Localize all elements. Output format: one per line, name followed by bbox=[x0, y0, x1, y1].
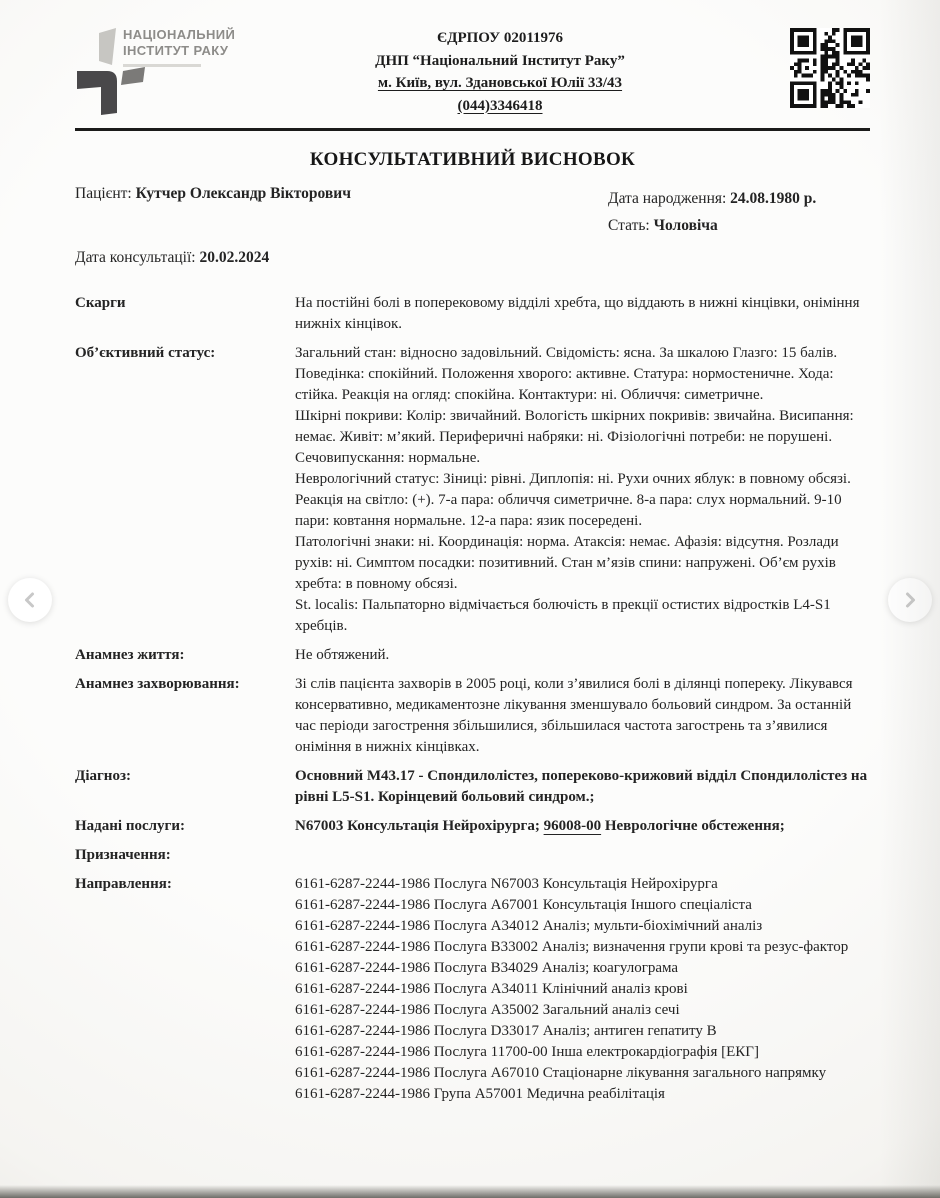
phone-line: (044)3346418 bbox=[457, 97, 543, 114]
page-title: КОНСУЛЬТАТИВНИЙ ВИСНОВОК bbox=[309, 149, 636, 170]
section-label: Скарги bbox=[75, 295, 126, 312]
referral-item: 6161-6287-2244-1986 Послуга 11700-00 Інша електрокардіографія [ЕКГ] bbox=[295, 1044, 759, 1061]
birth-date-line bbox=[608, 185, 870, 212]
objective-paragraph: St. localis: Пальпаторно відмічається болючість в прекції остистих відростків L4-S1 хребців. bbox=[295, 597, 831, 635]
section-label: Надані послуги: bbox=[75, 818, 185, 835]
referral-item: 6161-6287-2244-1986 Послуга N67003 Консультація Нейрохірурга bbox=[295, 876, 718, 893]
referral-item: 6161-6287-2244-1986 Група A57001 Медична реабілітація bbox=[295, 1086, 665, 1103]
referral-item: 6161-6287-2244-1986 Послуга A34012 Аналіз; мульти-біохімічний аналіз bbox=[295, 918, 763, 935]
sex-label: Стать: bbox=[608, 217, 654, 235]
referral-item: 6161-6287-2244-1986 Послуга A35002 Загальний аналіз сечі bbox=[295, 1002, 680, 1019]
objective-paragraph: Неврологічний статус: Зіниці: рівні. Диплопія: ні. Рухи очних яблук: в повному обсязі. Реакція на світло: (+). 7-а пара: обличчя симетричне. 8-а пара: слух нормальний. 9-10 пари: ковтання нормальне. 12-а пара: язик посередені. bbox=[295, 471, 851, 530]
chevron-left-icon bbox=[20, 590, 40, 610]
institute-logo bbox=[75, 25, 250, 120]
patient-label: Пацієнт: bbox=[75, 185, 136, 202]
referral-item: 6161-6287-2244-1986 Послуга A34011 Клінічний аналіз крові bbox=[295, 981, 688, 998]
document-header bbox=[75, 25, 870, 120]
consultation-date-label: Дата консультації: bbox=[75, 249, 200, 267]
section-anamnesis-life bbox=[75, 645, 870, 666]
services-code-underlined: 96008-00 bbox=[543, 818, 602, 835]
prev-image-button[interactable] bbox=[8, 578, 52, 622]
patient-name-line bbox=[75, 185, 351, 239]
institute-logo-text bbox=[123, 27, 235, 67]
consultation-date-value: 20.02.2024 bbox=[199, 249, 270, 267]
services-part2: Неврологічне обстеження; bbox=[601, 818, 785, 835]
section-content bbox=[295, 845, 870, 866]
next-image-button[interactable] bbox=[888, 578, 932, 622]
patient-name: Кутчер Олександр Вікторович bbox=[135, 185, 351, 202]
section-content: Зі слів пацієнта захворів в 2005 році, коли з’явилися болі в ділянці попереку. Лікувався консервативно, медикаментозне лікування зменшувало больовий синдром. За останній час періоди загострення збільшилися, збільшилася частота загострень та з’явилися оніміння в нижніх кінцівках. bbox=[295, 676, 853, 756]
birth-date-label: Дата народження: bbox=[608, 190, 731, 207]
objective-paragraph: Шкірні покриви: Колір: звичайний. Вологість шкірних покривів: звичайна. Висипання: немає. Живіт: м’який. Периферичні набряки: ні. Фізіологічні потреби: не порушені. Сечовипускання: нормальне. bbox=[295, 408, 854, 467]
logo-line2: ІНСТИТУТ РАКУ bbox=[123, 43, 229, 59]
section-anamnesis-disease bbox=[75, 674, 870, 758]
referral-item: 6161-6287-2244-1986 Послуга A67001 Консультація Іншого спеціаліста bbox=[295, 897, 752, 914]
section-prescriptions bbox=[75, 845, 870, 866]
patient-info-row bbox=[75, 185, 870, 239]
consultation-date-line bbox=[75, 249, 870, 267]
referral-item: 6161-6287-2244-1986 Послуга B34029 Аналіз; коагулограма bbox=[295, 960, 679, 977]
chevron-right-icon bbox=[900, 590, 920, 610]
section-content bbox=[295, 343, 870, 637]
sex-value: Чоловіча bbox=[653, 217, 718, 235]
referral-item: 6161-6287-2244-1986 Послуга D33017 Аналіз; антиген гепатиту B bbox=[295, 1023, 717, 1040]
logo-line1: НАЦІОНАЛЬНИЙ bbox=[123, 27, 236, 42]
section-content: Не обтяжений. bbox=[295, 647, 390, 664]
patient-demographics bbox=[608, 185, 870, 239]
logo-tagline-placeholder bbox=[123, 64, 201, 67]
section-content: Основний M43.17 - Спондилолістез, попереково-крижовий відділ Спондилолістез на рівні L5-S1. Корінцевий больовий синдром.; bbox=[295, 768, 868, 806]
document-body bbox=[75, 293, 870, 1105]
services-part1: N67003 Консультація Нейрохірурга; bbox=[295, 818, 544, 835]
section-label: Діагноз: bbox=[75, 768, 131, 785]
objective-paragraph: Загальний стан: відносно задовільний. Свідомість: ясна. За шкалою Глазго: 15 балів. Поведінка: спокійний. Положення хворого: активне. Статура: нормостеничне. Хода: стійка. Реакція на огляд: спокійна. Контактури: ні. Обличчя: симетричне. bbox=[295, 345, 838, 404]
sex-line bbox=[608, 212, 870, 239]
address-line: м. Київ, вул. Здановської Юлії 33/43 bbox=[377, 75, 623, 91]
referral-list bbox=[295, 874, 870, 1105]
referral-item: 6161-6287-2244-1986 Послуга B33002 Аналіз; визначення групи крові та резус-фактор bbox=[295, 939, 849, 956]
qr-code bbox=[790, 28, 870, 108]
section-label: Призначення: bbox=[75, 847, 171, 864]
section-objective-status bbox=[75, 343, 870, 637]
referral-item: 6161-6287-2244-1986 Послуга A67010 Стаціонарне лікування загального напрямку bbox=[295, 1065, 827, 1082]
section-services bbox=[75, 816, 870, 837]
section-label: Анамнез життя: bbox=[75, 647, 185, 664]
section-diagnosis bbox=[75, 766, 870, 808]
section-complaints bbox=[75, 293, 870, 335]
photo-bottom-edge bbox=[0, 1185, 940, 1198]
institution-details bbox=[250, 25, 750, 117]
section-label: Анамнез захворювання: bbox=[75, 676, 240, 693]
section-referrals bbox=[75, 874, 870, 1105]
objective-paragraph: Патологічні знаки: ні. Координація: норма. Атаксія: немає. Афазія: відсутня. Розлади рухів: ні. Симптом посадки: позитивний. Стан м’язів спини: напружені. Об’єм рухів хребта: в повному обсязі. bbox=[295, 534, 839, 593]
birth-date-value: 24.08.1980 р. bbox=[730, 190, 817, 207]
section-label: Об’єктивний статус: bbox=[75, 345, 216, 362]
section-content: На постійні болі в поперековому відділі хребта, що віддають в нижні кінцівки, оніміння нижніх кінцівок. bbox=[295, 295, 860, 333]
edrpou-line: ЄДРПОУ 02011976 bbox=[436, 30, 564, 46]
section-content bbox=[295, 816, 870, 837]
header-divider bbox=[75, 128, 870, 131]
section-label: Направлення: bbox=[75, 876, 172, 893]
org-name-line: ДНП “Національний Інститут Раку” bbox=[375, 52, 625, 69]
